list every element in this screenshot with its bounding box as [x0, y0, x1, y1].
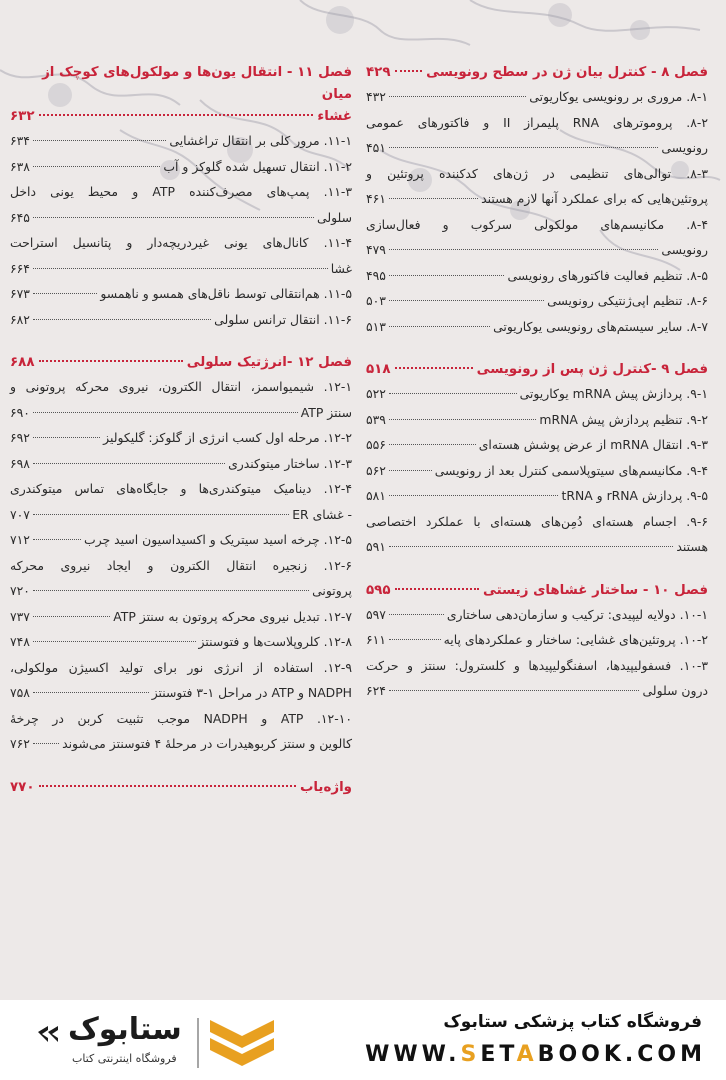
leader-dots [33, 590, 309, 591]
leader-dots [395, 70, 423, 72]
leader-dots [389, 96, 526, 97]
entry-title-cont: سلولی [317, 209, 352, 225]
entry-page: ۵۵۶ [366, 437, 386, 452]
chapter-page: ۴۲۹ [366, 65, 391, 80]
toc-entry[interactable] [10, 425, 352, 451]
chapter-heading[interactable] [10, 777, 352, 799]
entry-title: ۸-۴. مکانیسم‌های مولکولی سرکوب و فعال‌سازی [366, 216, 708, 232]
entry-title: ۹-۲. تنظیم پردازش پیش mRNA [539, 411, 708, 427]
entry-title-cont: کالوین و سنتز کربوهیدرات در مرحلهٔ ۴ فتوسنتز می‌شوند [62, 736, 352, 751]
leader-dots [395, 367, 473, 369]
entry-page: ۷۳۷ [10, 608, 30, 624]
chapter-title-cont: غشاء [317, 109, 352, 124]
leader-dots [389, 614, 444, 615]
chapter-heading[interactable] [10, 62, 352, 128]
toc-entry[interactable] [10, 374, 352, 425]
leader-dots [389, 198, 478, 199]
chapter-heading[interactable] [366, 359, 708, 381]
entry-title: ۹-۱. پردازش پیش mRNA یوکاریوتی [519, 386, 708, 401]
toc-entry[interactable] [10, 604, 352, 630]
chapter-page: ۶۳۲ [10, 109, 35, 124]
entry-page: ۶۶۴ [10, 260, 30, 276]
chapter-title: فصل ۱۲ -انرژتیک سلولی [186, 355, 352, 370]
entry-title: ۸-۲. پروموترهای RNA پلیمراز II و فاکتورهای عمومی [366, 114, 709, 130]
entry-title-cont: پروتونی [312, 583, 352, 598]
toc-entry[interactable] [366, 288, 708, 314]
chapter-heading[interactable] [366, 62, 708, 84]
entry-title: ۱۲-۴. دینامیک میتوکندری‌ها و جایگاه‌های تماس میتوکندری [10, 481, 352, 496]
toc-entry[interactable] [366, 653, 708, 704]
entry-page: ۵۰۳ [366, 293, 386, 308]
entry-title: ۱۲-۲. مرحله اول کسب انرژی از گلوکز: گلیکولیز [103, 430, 352, 445]
leader-dots [33, 437, 100, 438]
leader-dots [33, 140, 166, 141]
entry-title-cont: پروتئین‌هایی که برای عملکرد آنها لازم هستند [481, 191, 708, 206]
leader-dots [395, 588, 480, 590]
toc-entry[interactable] [10, 179, 352, 230]
entry-title: ۹-۴. مکانیسم‌های سیتوپلاسمی کنترل بعد از رونویسی [434, 462, 708, 478]
leader-dots [389, 419, 536, 420]
chapter-title: فصل ۱۰ - ساختار غشاهای زیستی [483, 582, 708, 598]
toc-entry[interactable] [366, 432, 708, 458]
toc-entry[interactable] [10, 128, 352, 154]
chapter-heading[interactable] [366, 580, 708, 602]
entry-page: ۷۴۸ [10, 634, 30, 649]
entry-title: ۱۲-۳. ساختار میتوکندری [228, 455, 352, 471]
toc-entry[interactable] [366, 110, 708, 161]
leader-dots [389, 249, 658, 250]
entry-title: ۱۲-۹. استفاده از انرژی نور برای تولید اکسیژن مولکولی، [10, 659, 352, 675]
entry-title: ۸-۶. تنظیم اپی‌ژنتیکی رونویسی [547, 293, 708, 308]
toc-entry[interactable] [366, 212, 708, 263]
entry-title: ۱۱-۶. انتقال ترانس سلولی [214, 311, 352, 327]
toc-entry[interactable] [10, 281, 352, 307]
entry-title: ۱۱-۴. کانال‌های یونی غیردریچه‌دار و پتانسیل استراحت [10, 235, 352, 250]
entry-page: ۶۱۱ [366, 632, 386, 647]
chapter-title: واژه‌یاب [299, 779, 352, 795]
entry-title: ۹-۶. اجسام هسته‌ای دُمِن‌های هسته‌ای با عملکرد اختصاصی [366, 513, 708, 529]
toc-entry[interactable] [366, 407, 708, 433]
leader-dots [389, 393, 517, 394]
toc-entry[interactable] [366, 314, 708, 340]
chapter-section [10, 352, 352, 757]
entry-title: ۱۰-۱. دولایه لیپیدی: ترکیب و سازمان‌دهی ساختاری [446, 606, 708, 622]
entry-page: ۶۷۳ [10, 286, 30, 301]
leader-dots [33, 166, 160, 167]
chapter-page: ۶۸۸ [10, 355, 35, 370]
shop-url-link[interactable] [365, 1042, 706, 1067]
toc-entry[interactable] [10, 476, 352, 527]
entry-title: ۱۱-۱. مرور کلی بر انتقال تراغشایی [169, 133, 352, 148]
toc-entry[interactable] [10, 629, 352, 655]
toc-entry[interactable] [366, 483, 708, 509]
leader-dots [33, 463, 225, 464]
entry-title: ۱۱-۳. پمپ‌های مصرف‌کننده ATP و محیط یونی داخل [10, 184, 352, 199]
leader-dots [33, 319, 211, 320]
toc-entry[interactable] [10, 553, 352, 604]
setabook-logo[interactable] [38, 1012, 278, 1072]
entry-title: ۱۲-۶. زنجیره انتقال الکترون و ایجاد نیروی محرکه [10, 557, 352, 573]
leader-dots [389, 326, 490, 327]
chapter-title: فصل ۹ -کنترل ژن پس از رونویسی [476, 362, 708, 377]
toc-entry[interactable] [366, 627, 708, 653]
leader-dots [39, 114, 314, 116]
entry-title-cont: سنتز ATP [300, 404, 352, 420]
url-part: A [516, 1042, 538, 1067]
toc-entry[interactable] [366, 84, 708, 110]
leader-dots [33, 539, 81, 540]
leader-dots [389, 546, 673, 547]
toc-entry[interactable] [10, 706, 352, 757]
entry-page: ۶۸۲ [10, 311, 30, 327]
entry-title-cont: درون سلولی [642, 683, 708, 698]
entry-page: ۶۳۴ [10, 133, 30, 148]
entry-title: ۹-۳. انتقال mRNA از عرض پوشش هسته‌ای [478, 437, 708, 452]
shop-footer [0, 1000, 726, 1080]
leader-dots [33, 268, 328, 269]
entry-page: ۵۹۷ [366, 606, 386, 622]
entry-page: ۶۲۴ [366, 683, 386, 698]
entry-title-cont: رونویسی [661, 140, 708, 155]
leader-dots [389, 639, 441, 640]
chapter-section [366, 580, 708, 704]
toc-entry[interactable] [366, 509, 708, 560]
entry-page: ۶۹۲ [10, 430, 30, 445]
toc-entry[interactable] [366, 602, 708, 628]
leader-dots [33, 692, 149, 693]
entry-title-cont: هستند [676, 539, 708, 554]
leader-dots [33, 217, 314, 218]
url-part: BOOK.COM [537, 1042, 706, 1067]
entry-title-cont: غشا [330, 260, 352, 276]
entry-page: ۴۷۹ [366, 242, 386, 257]
entry-page: ۵۶۲ [366, 462, 386, 478]
leader-dots [389, 690, 640, 691]
chapter-section [366, 62, 708, 339]
entry-title: ۱۲-۸. کلروپلاست‌ها و فتوسنتز [198, 634, 352, 649]
entry-page: ۵۲۲ [366, 386, 386, 401]
toc-entry[interactable] [10, 527, 352, 553]
toc-entry[interactable] [10, 154, 352, 180]
entry-page: ۵۳۹ [366, 411, 386, 427]
leader-dots [389, 275, 504, 276]
leader-dots [33, 514, 289, 515]
entry-page: ۴۵۱ [366, 140, 386, 155]
entry-title: ۸-۵. تنظیم فعالیت فاکتورهای رونویسی [507, 267, 708, 283]
chapter-page: ۵۱۸ [366, 362, 391, 377]
entry-title: ۹-۵. پردازش rRNA و tRNA [561, 488, 708, 503]
leader-dots [39, 785, 296, 787]
entry-page: ۷۰۷ [10, 506, 30, 522]
leader-dots [33, 293, 97, 294]
entry-title: ۸-۳. توالی‌های تنظیمی در ژن‌های کدکننده پروتئین و [366, 165, 708, 181]
chapter-section [10, 62, 352, 332]
toc-entry[interactable] [366, 458, 708, 484]
toc-entry[interactable] [10, 230, 352, 281]
toc-right-column [366, 62, 708, 724]
leader-dots [389, 147, 658, 148]
entry-page: ۴۶۱ [366, 191, 386, 206]
logo-wordmark: ستابوک [68, 1012, 182, 1047]
leader-dots [33, 412, 298, 413]
shop-name: فروشگاه کتاب پزشکی ستابوک [443, 1012, 702, 1032]
entry-title: ۱۱-۵. هم‌انتقالی توسط ناقل‌های همسو و ناهمسو [100, 286, 352, 301]
entry-page: ۷۶۲ [10, 736, 30, 751]
leader-dots [39, 360, 183, 362]
toc-entry[interactable] [366, 161, 708, 212]
entry-page: ۷۱۲ [10, 532, 30, 547]
logo-subtitle: فروشگاه اینترنتی کتاب [72, 1052, 177, 1065]
chapter-section [366, 359, 708, 560]
entry-page: ۵۱۳ [366, 318, 386, 334]
chapter-section [10, 777, 352, 799]
entry-title: ۱۲-۵. چرخه اسید سیتریک و اکسیداسیون اسید چرب [84, 532, 352, 547]
leader-dots [389, 470, 432, 471]
chapter-heading[interactable] [10, 352, 352, 374]
entry-title: ۱۲-۱۰. ATP و NADPH موجب تثبیت کربن در چرخهٔ [10, 710, 352, 726]
toc-entry[interactable] [10, 655, 352, 706]
leader-dots [33, 743, 59, 744]
toc-entry[interactable] [366, 263, 708, 289]
url-part: ET [480, 1042, 517, 1067]
leader-dots [33, 616, 110, 617]
entry-title: ۱۱-۲. انتقال تسهیل شده گلوکز و آب [163, 158, 352, 174]
leader-dots [389, 444, 476, 445]
url-part: WWW. [365, 1042, 461, 1067]
entry-title: ۱۰-۳. فسفولیپیدها، اسفنگولیپیدها و کلسترول: سنتز و حرکت [366, 657, 708, 673]
entry-page: ۶۹۰ [10, 404, 30, 420]
entry-page: ۵۸۱ [366, 488, 386, 503]
entry-title: ۸-۷. سایر سیستم‌های رونویسی یوکاریوتی [493, 318, 708, 334]
leader-dots [389, 300, 544, 301]
entry-page: ۷۵۸ [10, 685, 30, 700]
entry-page: ۶۴۵ [10, 209, 30, 225]
entry-title: ۱۰-۲. پروتئین‌های غشایی: ساختار و عملکردهای پایه [443, 632, 708, 647]
entry-page: ۴۹۵ [366, 267, 386, 283]
chapter-title: فصل ۸ - کنترل بیان ژن در سطح رونویسی [426, 65, 708, 80]
entry-title: ۱۲-۷. تبدیل نیروی محرکه پروتون به سنتز ATP [113, 608, 352, 624]
entry-title-cont: رونویسی [661, 242, 708, 257]
chapter-page: ۵۹۵ [366, 582, 391, 598]
leader-dots [389, 495, 559, 496]
url-part: S [460, 1042, 481, 1067]
chapter-title: فصل ۱۱ - انتقال یون‌ها و مولکول‌های کوچک از میان [42, 65, 352, 102]
entry-title-cont: NADPH و ATP در مراحل ۱-۳ فتوسنتز [151, 685, 352, 700]
entry-page: ۶۹۸ [10, 455, 30, 471]
toc-left-column [10, 62, 352, 819]
entry-page: ۵۹۱ [366, 539, 386, 554]
toc-entry[interactable] [10, 451, 352, 477]
entry-page: ۷۲۰ [10, 583, 30, 598]
entry-page: ۴۳۲ [366, 89, 386, 104]
entry-title: ۸-۱. مروری بر رونویسی یوکاریوتی [529, 89, 708, 104]
chapter-page: ۷۷۰ [10, 779, 35, 795]
entry-title-cont: - غشای ER [292, 506, 352, 522]
toc-entry[interactable] [366, 381, 708, 407]
entry-page: ۶۳۸ [10, 158, 30, 174]
toc-entry[interactable] [10, 307, 352, 333]
entry-title: ۱۲-۱. شیمیواسمز، انتقال الکترون، نیروی محرکه پروتونی و [10, 379, 352, 394]
leader-dots [33, 641, 196, 642]
